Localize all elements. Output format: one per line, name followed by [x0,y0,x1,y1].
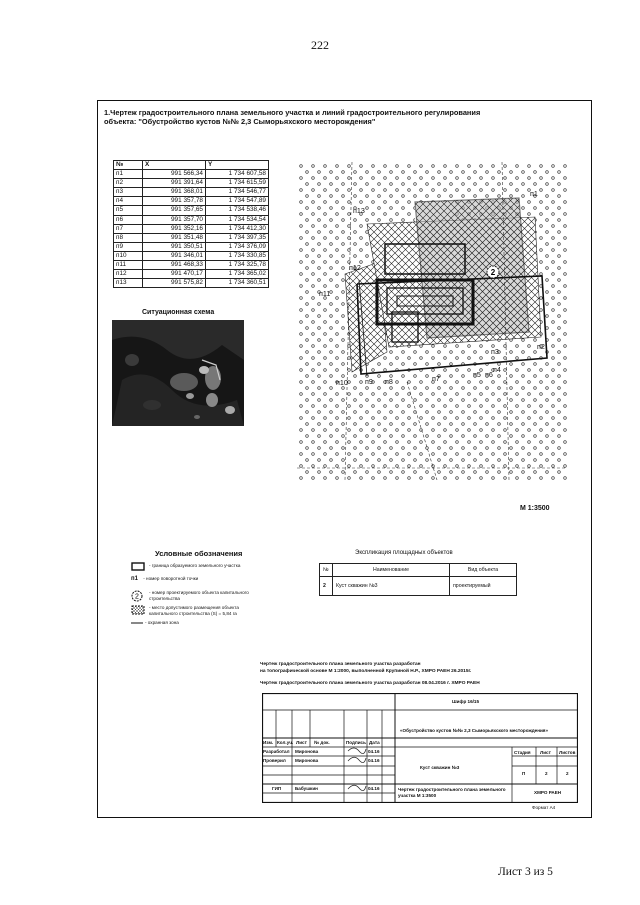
legend-title: Условные обозначения [155,549,243,558]
title-line-1: 1.Чертеж градостроительного плана земельного участка и линий градостроительного регулирования [104,108,481,117]
cell-y: 1 734 376,09 [206,242,269,251]
legend-text: - граница образуемого земельного участка [149,563,241,568]
col-x: X [143,161,206,170]
protection-zone-symbol-icon [131,620,143,626]
table-row [114,270,269,279]
table-row [114,233,269,242]
map-point-p11: п11 [319,289,331,298]
drawing-title [104,108,584,127]
table-row [114,170,269,179]
table-row [114,179,269,188]
stamp-role-checker: Проверил [263,758,286,763]
cell-y: 1 734 360,51 [206,279,269,288]
cell-point: п13 [114,279,143,288]
map-point-p4: п4 [493,365,501,374]
situation-scheme-image [112,320,244,426]
cell-x: 991 368,01 [143,188,206,197]
stamp-col-list: Лист [296,740,307,745]
stamp-sheets: 2 [566,771,569,776]
stamp-date-developer: 04.16 [368,749,380,754]
explication-header [320,564,517,577]
cell-x: 991 357,70 [143,215,206,224]
cell-point: п2 [114,179,143,188]
stamp-stage: П [522,771,526,776]
cell-x: 991 566,34 [143,170,206,179]
table-row [114,188,269,197]
stamp-col-koluch: Кол.уч. [277,740,294,745]
cell-x: 991 357,78 [143,197,206,206]
stamp-role-developer: Разработал [263,749,290,754]
paper-format: Формат А4 [532,805,556,810]
legend-item-object-number [131,590,261,601]
signature-3 [348,785,366,790]
cell-number: 2 [320,577,333,596]
cell-y: 1 734 365,02 [206,270,269,279]
legend-text: - номер проектируемого объекта капитального строительства [149,590,249,601]
cell-x: 991 351,48 [143,233,206,242]
legend-text: - номер поворотной точки [143,576,199,581]
cell-point: п3 [114,188,143,197]
stamp-object: Куст скважин №3 [420,765,460,770]
stamp-name-developer: Миронова [295,749,319,754]
cell-point: п5 [114,206,143,215]
table-row [114,224,269,233]
cell-x: 991 357,65 [143,206,206,215]
placement-area-symbol-icon [131,605,145,615]
stamp-col-ndok: № док. [314,740,330,745]
cell-x: 991 575,82 [143,279,206,288]
signature-2 [348,757,366,762]
cell-point: п8 [114,233,143,242]
note-line-3: Чертеж градостроительного плана земельного участка разработан 08.04.2016 г. ХМРО РАЕН [260,681,480,686]
col-name: Наименование [333,564,450,577]
map-point-p7: п7 [432,374,440,383]
cell-point: п11 [114,261,143,270]
boundary-symbol-icon [131,562,145,571]
table-row [114,261,269,270]
situation-scheme-title: Ситуационная схема [142,309,215,316]
cell-x: 991 346,01 [143,251,206,260]
map-point-p9: п9 [365,377,373,386]
stamp-sheets-header: Листов [559,750,576,755]
cell-point: п4 [114,197,143,206]
map-scale: М 1:3500 [520,505,550,512]
col-number: № [114,161,143,170]
stamp-code: Шифр 16/15 [452,699,480,704]
map-point-p10: п10 [336,378,348,387]
cell-x: 991 350,51 [143,242,206,251]
signature-1 [348,748,366,754]
object-number-symbol-icon [131,590,143,602]
table-row [114,197,269,206]
title-line-2: объекта: "Обустройство кустов №№ 2,3 Сыморьяхского месторождения" [104,117,376,127]
note-line-1: Чертеж градостроительного плана земельного участка разработан [260,662,421,667]
table-row [114,215,269,224]
cell-point: п10 [114,251,143,260]
stamp-col-podp: Подпись [346,740,366,745]
table-row [320,577,517,596]
map-point-p1: п1 [530,189,538,198]
legend-item-boundary [131,563,240,569]
page-number: 222 [311,38,329,52]
cell-y: 1 734 546,77 [206,188,269,197]
cell-name: Куст скважин №3 [333,577,450,596]
point-label-sample: п1 [131,576,138,582]
cell-x: 991 352,16 [143,224,206,233]
cell-y: 1 734 330,85 [206,251,269,260]
table-row [114,206,269,215]
legend-item-placement-area [131,605,266,616]
cell-y: 1 734 534,54 [206,215,269,224]
coordinates-header [114,161,269,170]
stamp-sheet-header: Лист [540,750,551,755]
explication-title: Экспликация площадных объектов [355,550,453,556]
cell-y: 1 734 412,30 [206,224,269,233]
stamp-date-checker: 04.16 [368,758,380,763]
stamp-col-data: Дата [369,740,380,745]
site-plan-map [297,162,567,480]
cell-y: 1 734 615,59 [206,179,269,188]
stamp-stage-header: Стадия [514,750,531,755]
title-block [262,693,578,803]
table-row [114,242,269,251]
stamp-col-izm: Изм. [263,740,274,745]
cell-point: п12 [114,270,143,279]
legend-text: - место допустимого размещения объекта капитального строительства (S) = 5,84 га [149,605,239,616]
svg-text:2: 2 [135,593,139,601]
map-point-p2: п2 [537,342,545,351]
col-number: № [320,564,333,577]
cell-x: 991 470,17 [143,270,206,279]
cell-x: 991 391,64 [143,179,206,188]
map-point-p5: п5 [473,370,481,379]
cell-y: 1 734 547,89 [206,197,269,206]
cell-y: 1 734 538,46 [206,206,269,215]
cell-y: 1 734 325,78 [206,261,269,270]
col-y: Y [206,161,269,170]
legend-item-protection-zone [131,620,179,626]
map-point-p3: п3 [491,347,499,356]
stamp-project: «Обустройство кустов №№ 2,3 Сыморьяхского месторождения» [400,728,549,733]
stamp-drawing-name: Чертеж градостроительного плана земельного участка М 1:3500 [398,787,506,798]
cell-type: проектируемый [450,577,517,596]
map-point-p12: п12 [349,263,361,272]
cell-y: 1 734 397,35 [206,233,269,242]
col-type: Вид объекта [450,564,517,577]
stamp-date-gip: 04.16 [368,786,380,791]
legend-item-point [131,576,198,583]
map-point-p8: п8 [385,377,393,386]
stamp-name-gip: Бабушкин [295,786,318,791]
stamp-name-checker: Миронова [295,758,319,763]
note-line-2: на топографической основе М 1:2000, выполненной Крупиной Н.Р., ХМРО РАЕН 26.2015г. [260,669,472,674]
legend-text: - охранная зона [145,620,179,625]
cell-y: 1 734 607,58 [206,170,269,179]
cell-x: 991 468,33 [143,261,206,270]
cell-point: п6 [114,215,143,224]
explication-table [319,563,517,596]
object-number-label: 2 [490,268,496,277]
stamp-organization: ХМРО РАЕН [534,790,562,795]
table-row [114,279,269,288]
cell-point: п7 [114,224,143,233]
cell-point: п1 [114,170,143,179]
sheet-footer: Лист 3 из 5 [498,866,553,878]
stamp-sheet: 2 [545,771,548,776]
coordinates-table [113,160,269,288]
cell-point: п9 [114,242,143,251]
map-point-p13: п13 [353,206,365,215]
table-row [114,251,269,260]
stamp-role-gip: ГИП [272,786,282,791]
map-point-p6: п6 [485,370,493,379]
